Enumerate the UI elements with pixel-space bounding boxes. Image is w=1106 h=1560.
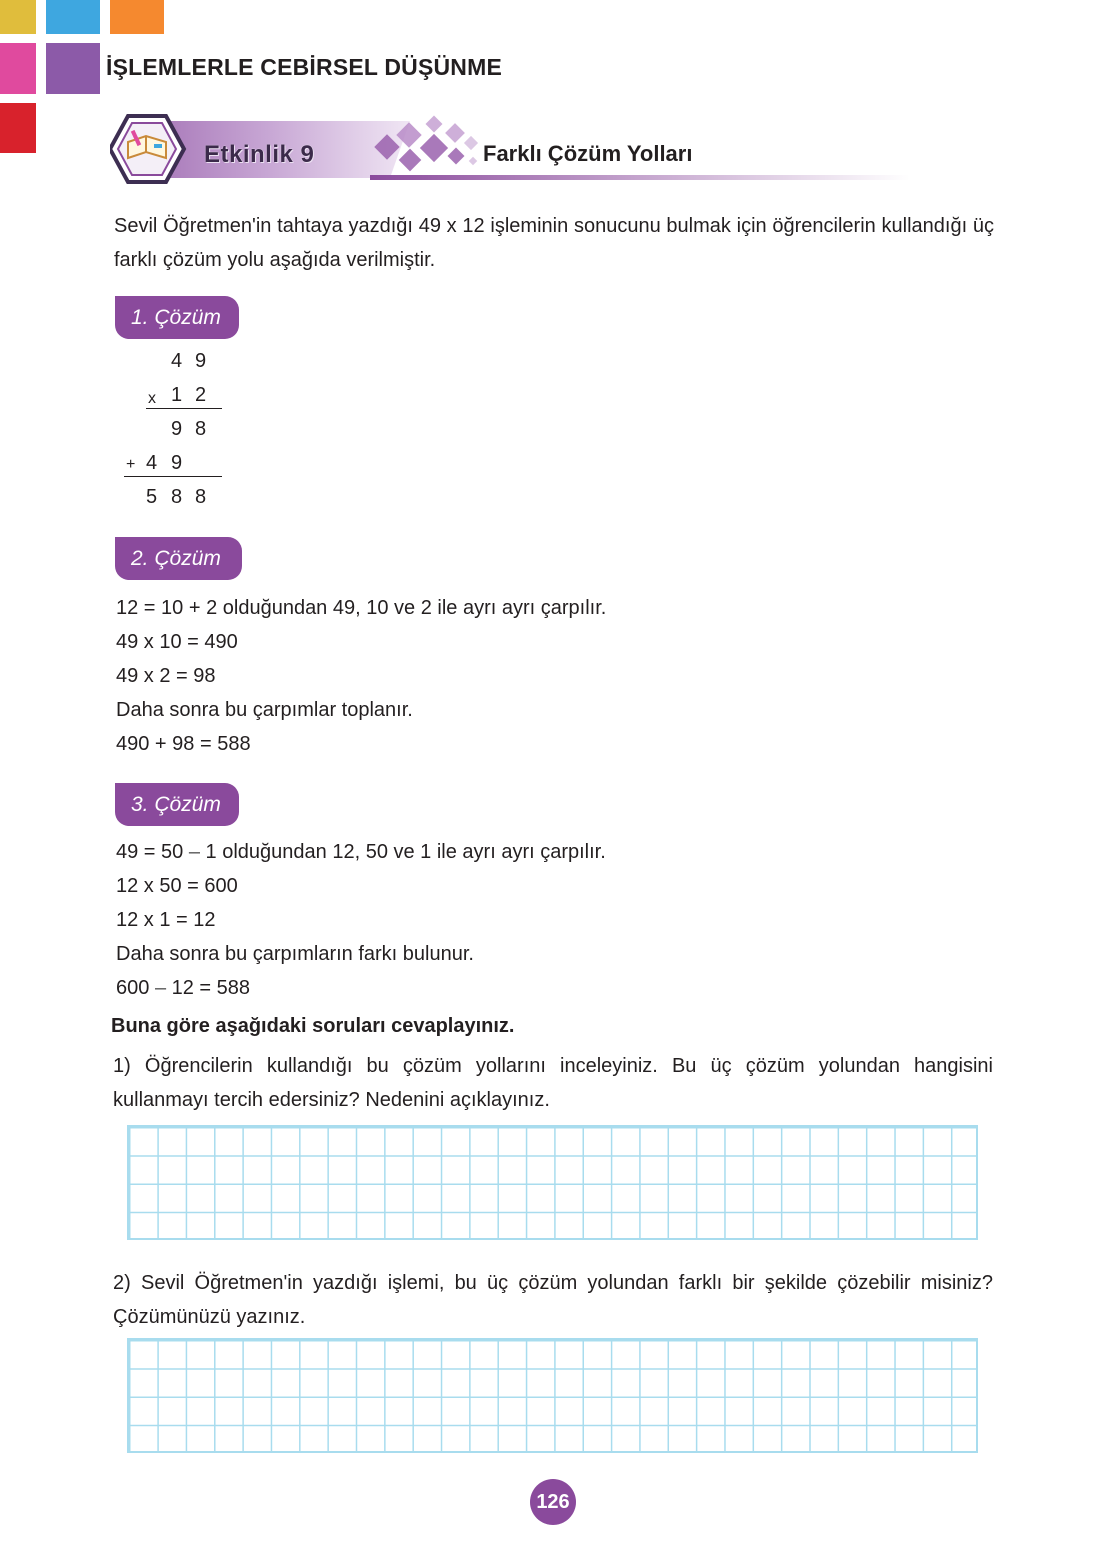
question-2: 2) Sevil Öğretmen'in yazdığı işlemi, bu üç çözüm yolundan farklı bir şekilde çözebilir misiniz? Çözümünüzü yazınız. xyxy=(113,1272,993,1328)
solution-1-label: 1. Çözüm xyxy=(115,296,239,339)
answer-grid-2[interactable] xyxy=(127,1338,978,1453)
corner-square-yellow xyxy=(0,0,36,34)
digit: 1 xyxy=(171,384,183,406)
page-number: 126 xyxy=(530,1479,576,1525)
multiplication-rule xyxy=(146,408,222,409)
book-hexagon-icon xyxy=(110,116,184,182)
expression-part: 49 = 50 xyxy=(116,841,184,863)
activity-title: Farklı Çözüm Yolları xyxy=(483,141,693,166)
corner-square-violet xyxy=(46,43,100,94)
minus-sign: – xyxy=(154,977,167,999)
question-1: 1) Öğrencilerin kullandığı bu çözüm yollarını inceleyiniz. Bu üç çözüm yolundan hangisini kullanmayı tercih edersiniz? Nedenini açıklayınız. xyxy=(113,1055,993,1111)
times-sign: x xyxy=(148,390,156,407)
corner-square-red xyxy=(0,103,36,153)
addition-rule xyxy=(124,476,222,477)
digit: 8 xyxy=(171,486,183,508)
solution-3-line: 12 x 50 = 600 xyxy=(116,875,238,897)
digit: 5 xyxy=(146,486,158,508)
expression-part: 12 = 588 xyxy=(171,977,251,999)
solution-2-line: 49 x 2 = 98 xyxy=(116,665,216,687)
digit: 9 xyxy=(195,350,207,372)
expression-part: 1 olduğundan 12, 50 ve 1 ile ayrı ayrı çarpılır. xyxy=(205,841,606,863)
corner-square-blue xyxy=(46,0,100,34)
digit: 8 xyxy=(195,486,207,508)
questions-heading: Buna göre aşağıdaki soruları cevaplayınız. xyxy=(111,1015,515,1037)
solution-2-line: 490 + 98 = 588 xyxy=(116,733,251,755)
digit: 4 xyxy=(146,452,158,474)
solution-2-line: Daha sonra bu çarpımlar toplanır. xyxy=(116,699,413,721)
minus-sign: – xyxy=(188,841,200,863)
corner-square-orange xyxy=(110,0,164,34)
solution-3-line: 12 x 1 = 12 xyxy=(116,909,216,931)
expression-part: 600 xyxy=(116,977,150,999)
intro-paragraph: Sevil Öğretmen'in tahtaya yazdığı 49 x 12 işleminin sonucunu bulmak için öğrencilerin kullandığı üç farklı çözüm yolu aşağıda verilmiştir. xyxy=(114,215,994,271)
answer-grid-1[interactable] xyxy=(127,1125,978,1240)
solution-3-line xyxy=(116,977,250,1000)
solution-2-line: 49 x 10 = 490 xyxy=(116,631,238,653)
digit: 9 xyxy=(171,452,183,474)
activity-label: Etkinlik 9 xyxy=(204,141,315,168)
solution-3-line xyxy=(116,841,606,864)
digit: 4 xyxy=(171,350,183,372)
solution-2-line: 12 = 10 + 2 olduğundan 49, 10 ve 2 ile ayrı ayrı çarpılır. xyxy=(116,597,607,619)
solution-2-label: 2. Çözüm xyxy=(115,537,242,580)
digit: 9 xyxy=(171,418,183,440)
solution-3-line: Daha sonra bu çarpımların farkı bulunur. xyxy=(116,943,474,965)
digit: 2 xyxy=(195,384,207,406)
plus-sign: + xyxy=(126,456,136,473)
chapter-title: İŞLEMLERLE CEBİRSEL DÜŞÜNME xyxy=(106,54,503,80)
corner-square-pink xyxy=(0,43,36,94)
solution-3-label: 3. Çözüm xyxy=(115,783,239,826)
digit: 8 xyxy=(195,418,207,440)
